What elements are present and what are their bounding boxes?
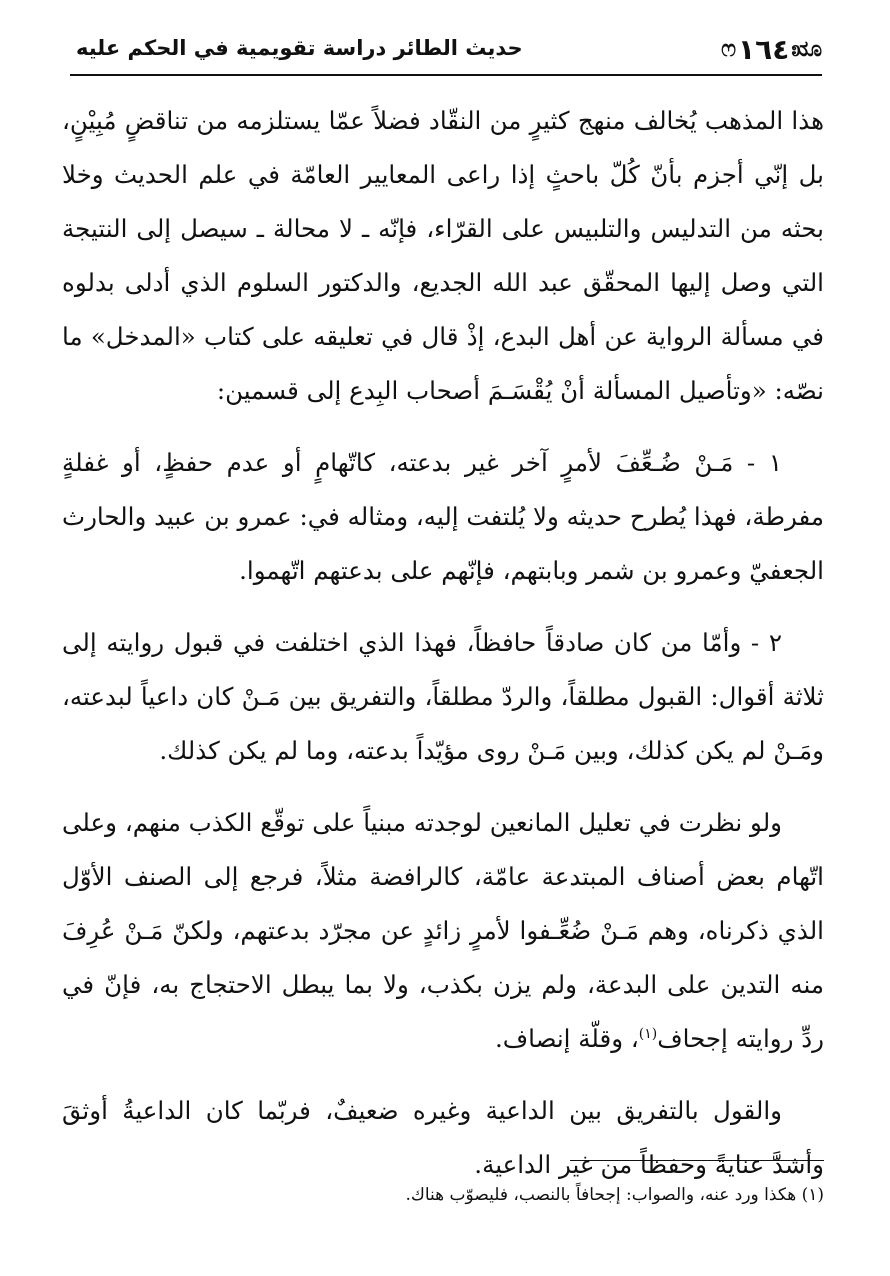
paragraph-1: هذا المذهب يُخالف منهج كثيرٍ من النقّاد فضلاً عمّا يستلزمه من تناقضٍ مُبِيْنٍ، بل إنّي أجزم بأنّ كُلّ باحثٍ إذا راعى المعايير العامّة في علم الحديث وخلا بحثه من التدليس والتلبيس على القرّاء، فإنّه ـ لا محالة ـ سيصل إلى النتيجة التي وصل إليها المحقّق عبد الله الجديع، والدكتور السلوم الذي أدلى بدلوه في مسألة الرواية عن أهل البدع، إذْ قال في تعليقه على كتاب «المدخل» ما نصّه: «وتأصيل المسألة أنْ يُقْسَـمَ أصحاب البِدع إلى قسمين: [62,106,824,405]
paragraph-2: ١ - مَـنْ ضُـعِّفَ لأمرٍ آخر غير بدعته، كاتّهامٍ أو عدم حفظٍ، أو غفلةٍ مفرطة، فهذا يُطرح حديثه ولا يُلتفت إليه، ومثاله في: عمرو بن عبيد والحارث الجعفيّ وعمرو بن شمر وبابتهم، فإنّهم على بدعتهم اتّهموا. [62,448,824,585]
page-number-ornament [721,32,822,68]
ornament-right-icon: ೠ [791,37,822,62]
book-title: حديث الطائر دراسة تقويمية في الحكم عليه [76,36,523,60]
paragraph-5: والقول بالتفريق بين الداعية وغيره ضعيفٌ، فربّما كان الداعيةُ أوثقَ وأشدَّ عنايةً وحفظاً من غير الداعية. [62,1096,824,1179]
paragraph-4-text-end: ، وقلّة إنصاف. [494,1024,639,1053]
paragraph-3: ٢ - وأمّا من كان صادقاً حافظاً، فهذا الذي اختلفت في قبول روايته إلى ثلاثة أقوال: القبول مطلقاً، والردّ مطلقاً، والتفريق بين مَـنْ كان داعياً لبدعته، ومَـنْ لم يكن كذلك، وبين مَـنْ روى مؤيّداً بدعته، وما لم يكن كذلك. [62,628,824,765]
page-number: ١٦٤ [738,33,790,66]
running-header [70,28,822,76]
header-divider [70,74,822,76]
footnote-reference-1[interactable]: (١) [638,1025,658,1042]
footnote-divider [570,1160,824,1161]
footnote-1: (١) هكذا ورد عنه، والصواب: إجحافاً بالنصب، فليصوّب هناك. [405,1185,824,1205]
paragraph-4 [62,796,824,1066]
ornament-left-icon: ෆ [721,37,737,62]
body-text [62,94,824,1210]
paragraph-4-text: ولو نظرت في تعليل المانعين لوجدته مبنياً على توقّع الكذب منهم، وعلى اتّهام بعض أصناف المبتدعة عامّة، كالرافضة مثلاً، فرجع إلى الصنف الأوّل الذي ذكرناه، وهم مَـنْ ضُعِّـفوا لأمرٍ زائدٍ عن مجرّد بدعتهم، ولكنّ مَـنْ عُرِفَ منه التدين على البدعة، ولم يزن بكذب، ولا بما يبطل الاحتجاج به، فإنّ في ردِّ روايته إجحاف [62,808,824,1053]
